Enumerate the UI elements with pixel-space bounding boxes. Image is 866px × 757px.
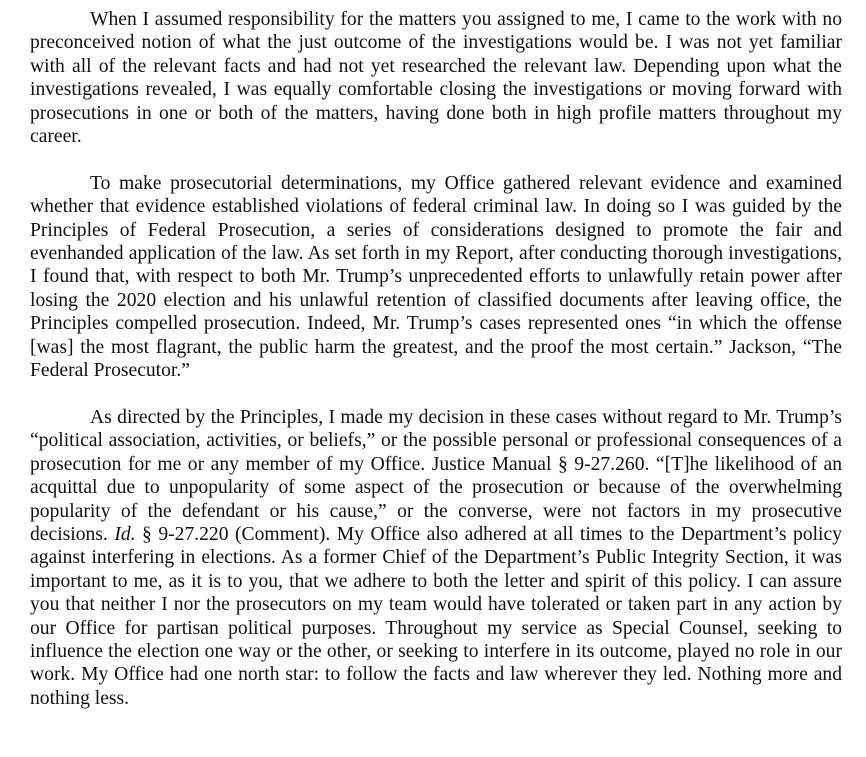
id-citation: Id. <box>114 523 136 545</box>
paragraph-2: To make prosecutorial determinations, my Office gathered relevant evidence and examined whether that evidence established violations of federal criminal law. In doing so I was guided by the Principles of Federal Prosecution, a series of considerations designed to promote the fair and evenhanded application of the law. As set forth in my Report, after conducting thorough investigations, I found that, with respect to both Mr. Trump’s unprecedented efforts to unlawfully retain power after losing the 2020 election and his unlawful retention of classified documents after leaving office, the Principles compelled prosecution. Indeed, Mr. Trump’s cases represented ones “in which the offense [was] the most flagrant, the public harm the greatest, and the proof the most certain.” Jackson, “The Federal Prosecutor.” <box>30 172 842 382</box>
paragraph-3 <box>30 406 842 710</box>
paragraph-3-text-after-citation: § 9-27.220 (Comment). My Office also adhered at all times to the Department’s policy against interfering in elections. As a former Chief of the Department’s Public Integrity Section, it was important to me, as it is to you, that we adhere to both the letter and spirit of this policy. I can assure you that neither I nor the prosecutors on my team would have tolerated or taken part in any action by our Office for partisan political purposes. Throughout my service as Special Counsel, seeking to influence the election one way or the other, or seeking to interfere in its outcome, played no role in our work. My Office had one north star: to follow the facts and law wherever they led. Nothing more and nothing less. <box>30 523 842 709</box>
paragraph-1: When I assumed responsibility for the matters you assigned to me, I came to the work with no preconceived notion of what the just outcome of the investigations would be. I was not yet familiar with all of the relevant facts and had not yet researched the relevant law. Depending upon what the investigations revealed, I was equally comfortable closing the investigations or moving forward with prosecutions in one or both of the matters, having done both in high profile matters throughout my career. <box>30 9 842 148</box>
document-page <box>30 8 842 710</box>
paragraph-3-text-before-citation: As directed by the Principles, I made my decision in these cases without regard to Mr. Trump’s “political association, activities, or beliefs,” or the possible personal or professional consequences of a prosecution for me or any member of my Office. Justice Manual § 9-27.260. “[T]he likelihood of an acquittal due to unpopularity of some aspect of the prosecution or because of the overwhelming popularity of the defendant or his cause,” or the converse, were not factors in my prosecutive decisions. <box>30 406 842 545</box>
